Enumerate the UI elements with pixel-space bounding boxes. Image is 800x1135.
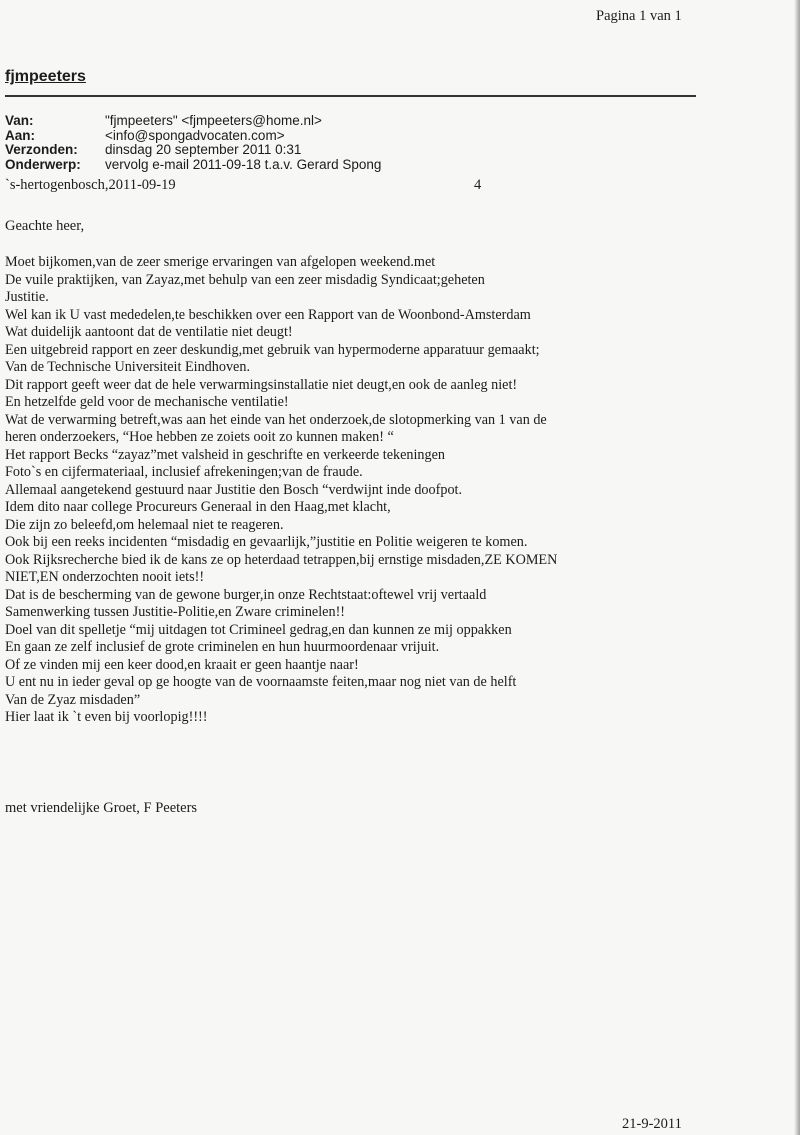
place-date: `s-hertogenbosch,2011-09-19 xyxy=(5,177,176,193)
to-label: Aan: xyxy=(5,127,35,143)
closing-signature: met vriendelijke Groet, F Peeters xyxy=(5,800,198,816)
body-line: Dat is de bescherming van de gewone burger,in onze Rechtstaat:oftewel vrij vertaald xyxy=(5,586,487,603)
body-line: Doel van dit spelletje “mij uitdagen tot Crimineel gedrag,en dan kunnen ze mij oppakken xyxy=(5,621,512,638)
body-line: Wat de verwarming betreft,was aan het einde van het onderzoek,de slotopmerking van 1 van de xyxy=(5,411,547,428)
body-line: En hetzelfde geld voor de mechanische ventilatie! xyxy=(5,394,289,410)
body-line: Ook Rijksrecherche bied ik de kans ze op heterdaad tetrappen,bij ernstige misdaden,ZE KOMEN xyxy=(5,551,558,568)
letter-body xyxy=(5,254,705,727)
scan-edge-shadow xyxy=(794,0,800,1135)
page-indicator: Pagina 1 van 1 xyxy=(596,8,682,24)
sender-heading: fjmpeeters xyxy=(5,68,86,85)
body-line: Van de Zyaz misdaden” xyxy=(5,691,141,708)
body-line: Wel kan ik U vast mededelen,te beschikken over een Rapport van de Woonbond-Amsterdam xyxy=(5,306,531,323)
body-line: Foto`s en cijfermateriaal, inclusief afrekeningen;van de fraude. xyxy=(5,464,363,480)
body-line: Of ze vinden mij een keer dood,en kraait er geen haantje naar! xyxy=(5,656,359,673)
body-line: Allemaal aangetekend gestuurd naar Justitie den Bosch “verdwijnt inde doofpot. xyxy=(5,481,463,498)
body-line: Ook bij een reeks incidenten “misdadig en gevaarlijk,”justitie en Politie weigeren te komen. xyxy=(5,534,528,550)
subject-label: Onderwerp: xyxy=(5,156,81,172)
to-value: <info@spongadvocaten.com> xyxy=(105,127,285,143)
body-line: Dit rapport geeft weer dat de hele verwarmingsinstallatie niet deugt,en ook de aanleg niet! xyxy=(5,376,518,393)
body-line: Het rapport Becks “zayaz”met valsheid in geschrifte en verkeerde tekeningen xyxy=(5,446,445,463)
heading-divider xyxy=(5,95,696,97)
body-line: Een uitgebreid rapport en zeer deskundig,met gebruik van hypermoderne apparatuur gemaakt; xyxy=(5,341,540,358)
footer-date: 21-9-2011 xyxy=(622,1116,682,1132)
body-line: Van de Technische Universiteit Eindhoven. xyxy=(5,359,250,375)
from-value: "fjmpeeters" <fjmpeeters@home.nl> xyxy=(105,113,322,128)
body-line: Hier laat ik `t even bij voorlopig!!!! xyxy=(5,709,208,725)
body-line: Wat duidelijk aantoont dat de ventilatie niet deugt! xyxy=(5,324,293,340)
body-line: heren onderzoekers, “Hoe hebben ze zoiets ooit zo kunnen maken! “ xyxy=(5,429,394,445)
body-line: NIET,EN onderzochten nooit iets!! xyxy=(5,569,205,585)
salutation: Geachte heer, xyxy=(5,218,85,234)
body-line: Die zijn zo beleefd,om helemaal niet te reageren. xyxy=(5,516,284,533)
body-line: Idem dito naar college Procureurs Generaal in den Haag,met klacht, xyxy=(5,499,391,515)
subject-value: vervolg e-mail 2011-09-18 t.a.v. Gerard Spong xyxy=(105,156,382,172)
body-line: Justitie. xyxy=(5,289,49,305)
page-number: 4 xyxy=(474,177,482,193)
sent-label: Verzonden: xyxy=(5,142,78,157)
body-line: De vuile praktijken, van Zayaz,met behulp van een zeer misdadig Syndicaat;geheten xyxy=(5,271,485,288)
from-label: Van: xyxy=(5,113,34,128)
body-line: Samenwerking tussen Justitie-Politie,en Zware criminelen!! xyxy=(5,604,346,620)
body-line: U ent nu in ieder geval op ge hoogte van de voornaamste feiten,maar nog niet van de helft xyxy=(5,674,517,690)
body-line: Moet bijkomen,van de zeer smerige ervaringen van afgelopen weekend.met xyxy=(5,254,436,270)
sent-value: dinsdag 20 september 2011 0:31 xyxy=(105,142,302,157)
body-line: En gaan ze zelf inclusief de grote criminelen en hun huurmoordenaar vrijuit. xyxy=(5,639,440,655)
